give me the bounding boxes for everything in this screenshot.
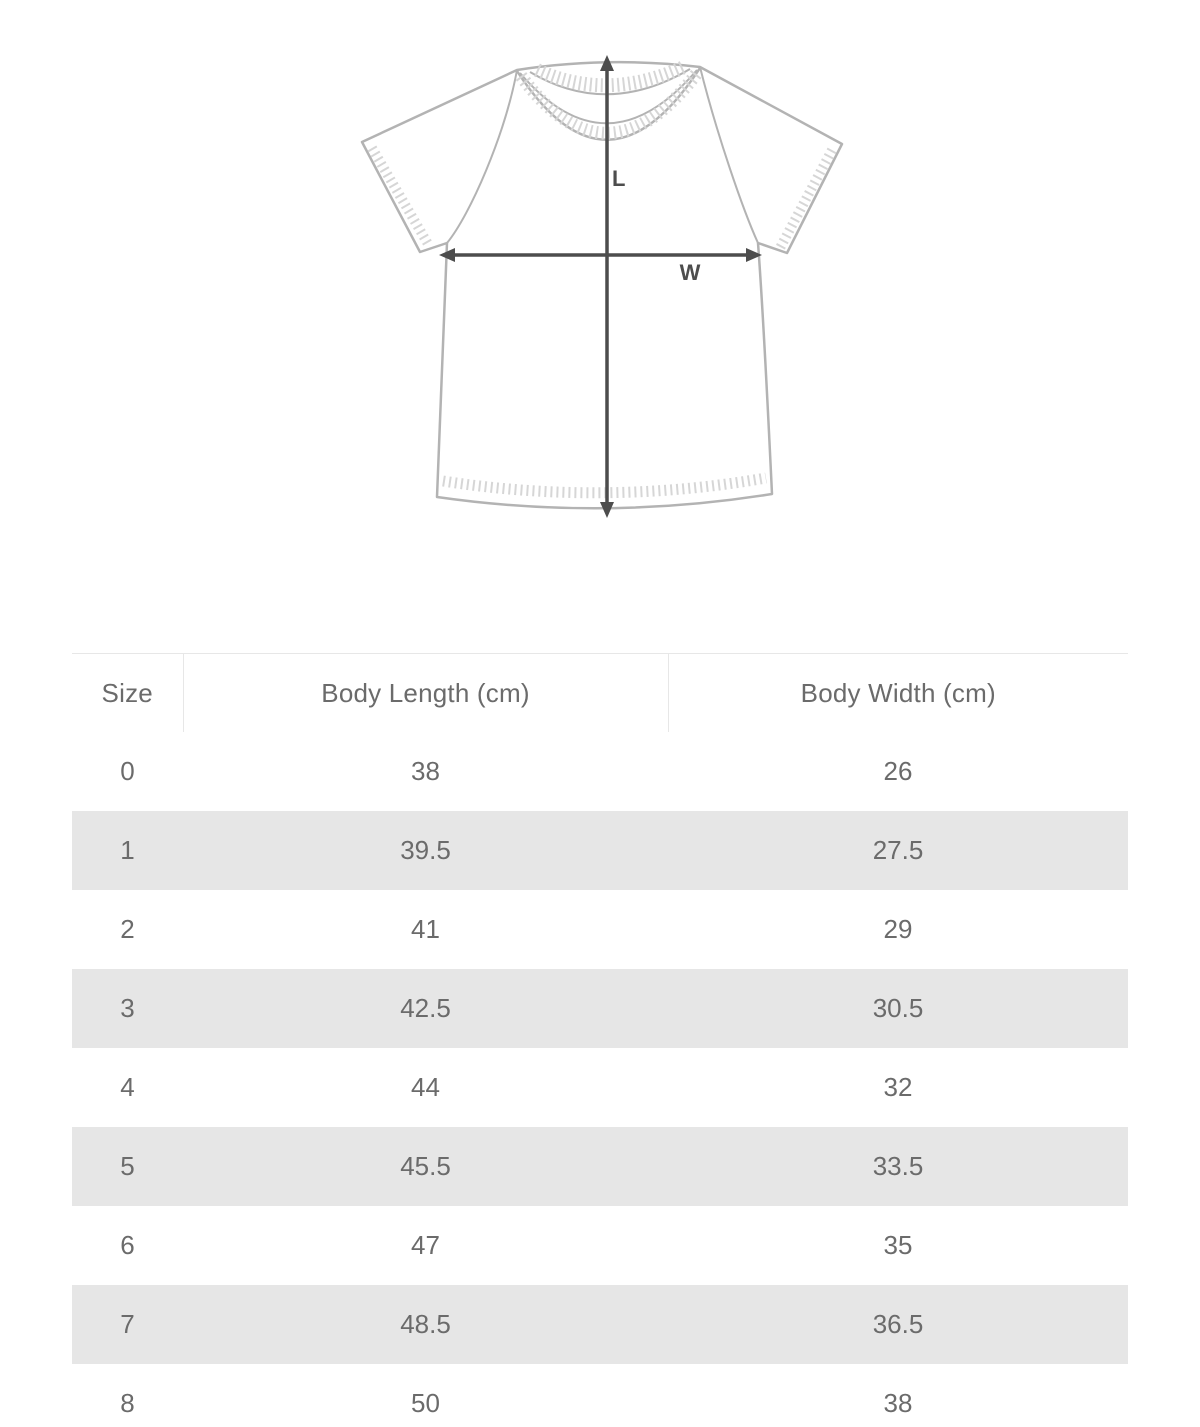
size-cell: 8: [120, 1388, 135, 1418]
body-length-cell: 38: [411, 756, 440, 786]
table-row: [72, 811, 1128, 890]
size-cell: 2: [120, 914, 135, 944]
size-chart-body: [72, 732, 1128, 1427]
body-width-cell: 27.5: [872, 835, 924, 865]
tshirt-measurement-diagram: [0, 0, 1200, 653]
column-header-size: Size: [72, 654, 183, 733]
size-cell: 0: [120, 756, 135, 786]
body-width-cell: 36.5: [872, 1309, 924, 1339]
body-width-cell: 30.5: [872, 993, 924, 1023]
body-length-cell: 50: [411, 1388, 440, 1418]
body-length-cell: 48.5: [400, 1309, 451, 1339]
header-row: [72, 654, 1128, 733]
size-cell: 4: [120, 1072, 135, 1102]
body-length-cell: 41: [411, 914, 440, 944]
table-row: [72, 1364, 1128, 1427]
length-arrowhead-bottom: [600, 502, 614, 518]
body-width-cell: 33.5: [872, 1151, 924, 1181]
size-chart-table: [72, 653, 1128, 1427]
body-width-cell: 26: [883, 756, 913, 786]
width-label: W: [679, 260, 701, 285]
table-row: [72, 969, 1128, 1048]
table-row: [72, 1206, 1128, 1285]
size-cell: 7: [120, 1309, 135, 1339]
body-width-cell: 35: [883, 1230, 913, 1260]
table-row: [72, 1048, 1128, 1127]
table-row: [72, 732, 1128, 811]
body-length-cell: 47: [411, 1230, 440, 1260]
body-width-cell: 29: [883, 914, 913, 944]
body-length-cell: 45.5: [400, 1151, 451, 1181]
size-cell: 3: [120, 993, 135, 1023]
size-chart-header: [72, 654, 1128, 733]
table-row: [72, 1127, 1128, 1206]
body-length-cell: 39.5: [400, 835, 451, 865]
column-header-body-width: Body Width (cm): [668, 654, 1128, 733]
size-cell: 1: [120, 835, 135, 865]
body-width-cell: 38: [883, 1388, 913, 1418]
size-cell: 6: [120, 1230, 135, 1260]
body-width-cell: 32: [883, 1072, 913, 1102]
body-length-cell: 44: [411, 1072, 440, 1102]
table-row: [72, 890, 1128, 969]
tshirt-outline: [362, 62, 842, 508]
column-header-body-length: Body Length (cm): [183, 654, 668, 733]
size-cell: 5: [120, 1151, 135, 1181]
tshirt-illustration: [340, 40, 860, 540]
table-row: [72, 1285, 1128, 1364]
length-label: L: [612, 166, 626, 191]
body-length-cell: 42.5: [400, 993, 451, 1023]
